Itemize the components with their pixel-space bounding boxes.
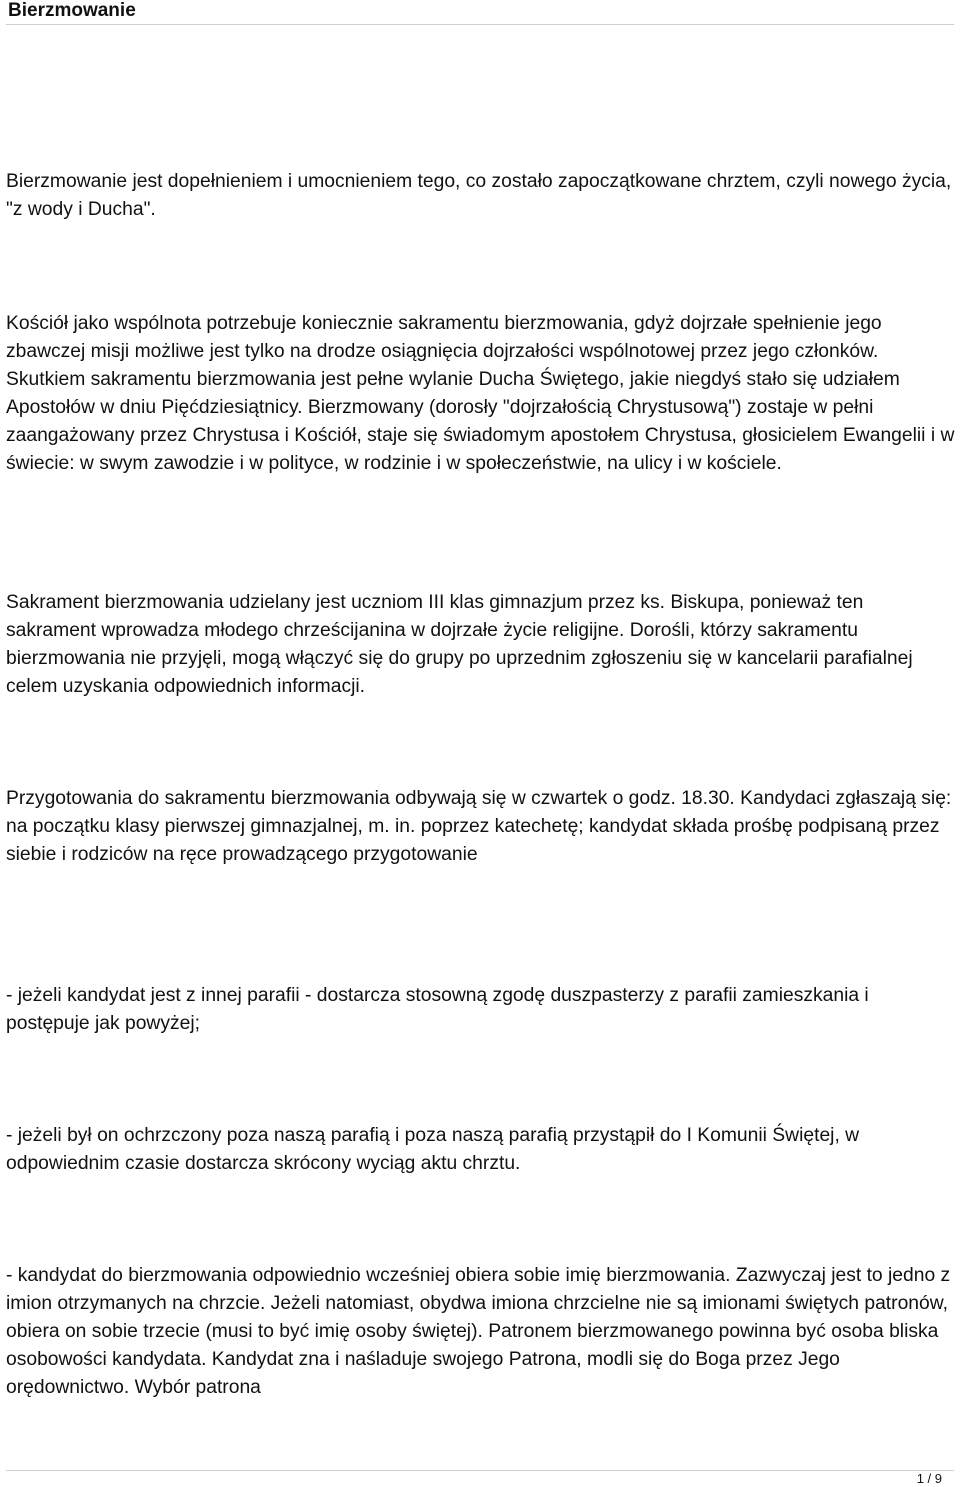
page-header	[6, 0, 954, 25]
paragraph-baptism-certificate: - jeżeli był on ochrzczony poza naszą parafią i poza naszą parafią przystąpił do I Komunii Świętej, w odpowiednim czasie dostarcza skrócony wyciąg aktu chrztu.	[6, 1125, 860, 1175]
paragraph-intro: Bierzmowanie jest dopełnieniem i umocnieniem tego, co zostało zapoczątkowane chrztem, czyli nowego życia, "z wody i Ducha".	[6, 171, 952, 221]
page-footer	[6, 1470, 954, 1471]
paragraph-sacrament-administration: Sakrament bierzmowania udzielany jest uczniom III klas gimnazjum przez ks. Biskupa, ponieważ ten sakrament wprowadza młodego chrześcijanina w dojrzałe życie religijne. Dorośli, którzy sakramentu bierzmowania nie przyjęli, mogą włączyć się do grupy po uprzednim zgłoszeniu się w kancelarii parafialnej celem uzyskania odpowiednich informacji.	[6, 592, 913, 698]
paragraph-other-parish: - jeżeli kandydat jest z innej parafii - dostarcza stosowną zgodę duszpasterzy z parafii zamieszkania i postępuje jak powyżej;	[6, 985, 869, 1035]
paragraph-confirmation-name: - kandydat do bierzmowania odpowiednio wcześniej obiera sobie imię bierzmowania. Zazwyczaj jest to jedno z imion otrzymanych na chrzcie. Jeżeli natomiast, obydwa imiona chrzcielne nie są imionami świętych patronów, obiera on sobie trzecie (musi to być imię osoby świętej). Patronem bierzmowanego powinna być osoba bliska osobowości kandydata. Kandydat zna i naśladuje swojego Patrona, modli się do Boga przez Jego orędownictwo. Wybór patrona	[6, 1265, 951, 1399]
page-number: 1 / 9	[916, 1471, 942, 1486]
paragraph-preparation: Przygotowania do sakramentu bierzmowania odbywają się w czwartek o godz. 18.30. Kandydaci zgłaszają się: na początku klasy pierwszej gimnazjalnej, m. in. poprzez katechetę; kandydat składa prośbę podpisaną przez siebie i rodziców na ręce prowadzącego przygotowanie	[6, 788, 952, 866]
paragraph-church-community: Kościół jako wspólnota potrzebuje koniecznie sakramentu bierzmowania, gdyż dojrzałe spełnienie jego zbawczej misji możliwe jest tylko na drodze osiągnięcia dojrzałości wspólnotowej przez jego członków. Skutkiem sakramentu bierzmowania jest pełne wylanie Ducha Świętego, jakie niegdyś stało się udziałem Apostołów w dniu Pięćdziesiątnicy. Bierzmowany (dorosły "dojrzałością Chrystusową") zostaje w pełni zaangażowany przez Chrystusa i Kościół, staje się świadomym apostołem Chrystusa, głosicielem Ewangelii i w świecie: w swym zawodzie i w polityce, w rodzinie i w społeczeństwie, na ulicy i w kościele.	[6, 313, 955, 475]
page-title: Bierzmowanie	[8, 0, 136, 21]
